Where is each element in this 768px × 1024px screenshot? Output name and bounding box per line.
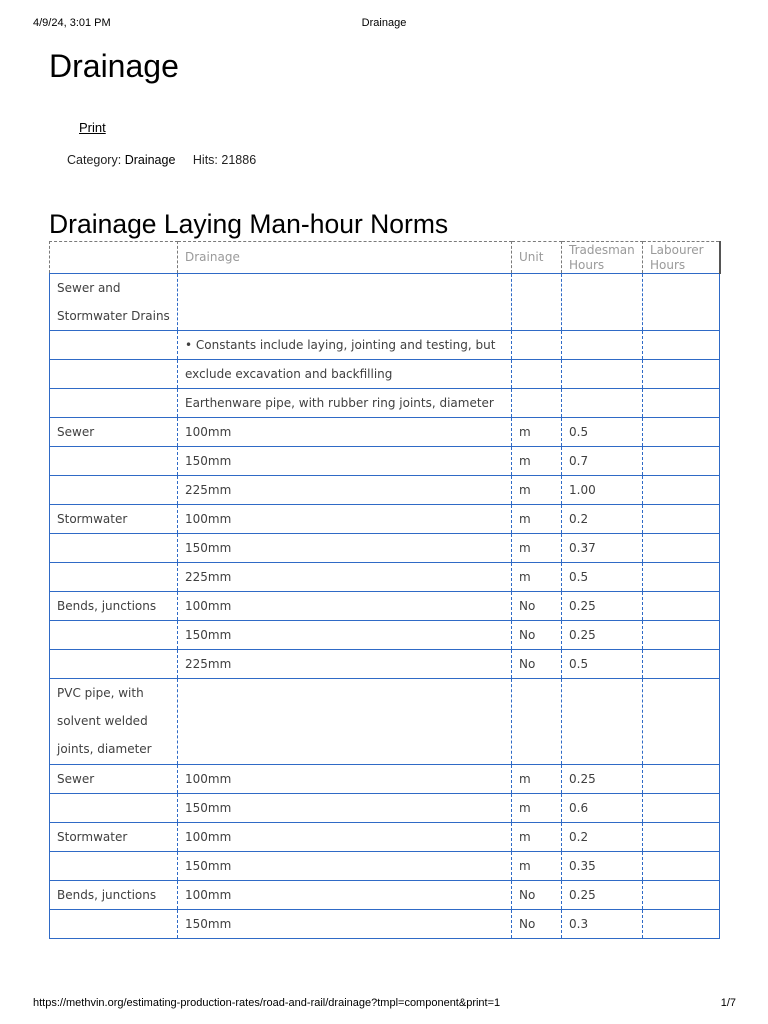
table-row bbox=[50, 534, 720, 563]
row-tradesman-hours-cell: 0.25 bbox=[562, 881, 643, 910]
row-unit-cell: m bbox=[512, 505, 562, 534]
row-item-cell: Sewer and Stormwater Drains bbox=[50, 274, 178, 331]
row-unit-cell: No bbox=[512, 650, 562, 679]
row-description-cell: 225mm bbox=[178, 650, 512, 679]
row-description-cell: 100mm bbox=[178, 592, 512, 621]
category-value: Drainage bbox=[124, 153, 176, 167]
table-row bbox=[50, 418, 720, 447]
table-row bbox=[50, 563, 720, 592]
row-labourer-hours-cell bbox=[643, 505, 720, 534]
row-tradesman-hours-cell: 0.37 bbox=[562, 534, 643, 563]
row-labourer-hours-cell bbox=[643, 563, 720, 592]
row-tradesman-hours-cell: 0.2 bbox=[562, 823, 643, 852]
row-labourer-hours-cell bbox=[643, 476, 720, 505]
row-item-cell: Stormwater bbox=[50, 823, 178, 852]
row-unit-cell bbox=[512, 331, 562, 360]
row-tradesman-hours-cell: 0.5 bbox=[562, 650, 643, 679]
column-header-tradesman-hours: Tradesman Hours bbox=[562, 242, 643, 274]
row-unit-cell bbox=[512, 360, 562, 389]
row-description-cell: 225mm bbox=[178, 563, 512, 592]
row-item-cell: Bends, junctions bbox=[50, 881, 178, 910]
row-labourer-hours-cell bbox=[643, 592, 720, 621]
row-item-cell bbox=[50, 650, 178, 679]
row-description-cell: 150mm bbox=[178, 852, 512, 881]
row-tradesman-hours-cell bbox=[562, 679, 643, 765]
row-item-cell bbox=[50, 389, 178, 418]
table-row bbox=[50, 274, 720, 331]
table-body bbox=[50, 274, 720, 939]
row-tradesman-hours-cell: 0.25 bbox=[562, 765, 643, 794]
print-datetime: 4/9/24, 3:01 PM bbox=[33, 17, 111, 29]
row-unit-cell: m bbox=[512, 418, 562, 447]
column-header-item bbox=[50, 242, 178, 274]
row-item-cell: Sewer bbox=[50, 418, 178, 447]
row-labourer-hours-cell bbox=[643, 765, 720, 794]
column-header-labourer-hours: Labourer Hours bbox=[643, 242, 720, 274]
article-meta bbox=[67, 153, 256, 167]
row-description-cell: 100mm bbox=[178, 765, 512, 794]
row-labourer-hours-cell bbox=[643, 274, 720, 331]
hits-label: Hits: bbox=[192, 153, 218, 167]
row-unit-cell: m bbox=[512, 447, 562, 476]
row-description-cell: 150mm bbox=[178, 794, 512, 823]
row-tradesman-hours-cell: 0.5 bbox=[562, 563, 643, 592]
row-labourer-hours-cell bbox=[643, 679, 720, 765]
table-row bbox=[50, 765, 720, 794]
row-tradesman-hours-cell: 0.25 bbox=[562, 592, 643, 621]
print-footer-url: https://methvin.org/estimating-production-rates/road-and-rail/drainage?tmpl=component&print=1 bbox=[33, 997, 501, 1009]
row-description-cell: 100mm bbox=[178, 823, 512, 852]
row-description-cell: 100mm bbox=[178, 881, 512, 910]
category-label: Category: bbox=[67, 153, 122, 167]
row-description-cell: 150mm bbox=[178, 447, 512, 476]
print-header-title: Drainage bbox=[361, 17, 407, 29]
table-row bbox=[50, 910, 720, 939]
table-header-row bbox=[50, 242, 720, 274]
table-row bbox=[50, 621, 720, 650]
row-tradesman-hours-cell: 0.5 bbox=[562, 418, 643, 447]
row-labourer-hours-cell bbox=[643, 447, 720, 476]
row-description-cell: 150mm bbox=[178, 534, 512, 563]
row-description-cell: 150mm bbox=[178, 910, 512, 939]
page-title: Drainage bbox=[49, 48, 179, 84]
row-description-cell: 100mm bbox=[178, 418, 512, 447]
row-unit-cell: No bbox=[512, 621, 562, 650]
row-item-cell: PVC pipe, with solvent welded joints, diameter bbox=[50, 679, 178, 765]
page-number: 1/7 bbox=[720, 997, 736, 1009]
row-item-cell bbox=[50, 852, 178, 881]
table-row bbox=[50, 592, 720, 621]
row-unit-cell: m bbox=[512, 852, 562, 881]
row-description-cell: Earthenware pipe, with rubber ring joints, diameter bbox=[178, 389, 512, 418]
row-item-cell bbox=[50, 794, 178, 823]
row-unit-cell bbox=[512, 389, 562, 418]
row-item-cell: Bends, junctions bbox=[50, 592, 178, 621]
row-item-cell bbox=[50, 910, 178, 939]
row-unit-cell bbox=[512, 679, 562, 765]
row-unit-cell: m bbox=[512, 823, 562, 852]
row-labourer-hours-cell bbox=[643, 389, 720, 418]
column-header-drainage: Drainage bbox=[178, 242, 512, 274]
column-header-unit: Unit bbox=[512, 242, 562, 274]
row-labourer-hours-cell bbox=[643, 910, 720, 939]
row-labourer-hours-cell bbox=[643, 534, 720, 563]
row-labourer-hours-cell bbox=[643, 823, 720, 852]
row-tradesman-hours-cell: 0.2 bbox=[562, 505, 643, 534]
table-row bbox=[50, 389, 720, 418]
row-labourer-hours-cell bbox=[643, 881, 720, 910]
row-tradesman-hours-cell bbox=[562, 360, 643, 389]
table-row bbox=[50, 331, 720, 360]
table-row bbox=[50, 360, 720, 389]
row-unit-cell: No bbox=[512, 881, 562, 910]
row-labourer-hours-cell bbox=[643, 650, 720, 679]
row-tradesman-hours-cell: 0.6 bbox=[562, 794, 643, 823]
row-item-cell bbox=[50, 534, 178, 563]
row-description-cell: • Constants include laying, jointing and testing, but bbox=[178, 331, 512, 360]
print-link[interactable]: Print bbox=[79, 120, 106, 135]
row-tradesman-hours-cell bbox=[562, 274, 643, 331]
table-row bbox=[50, 823, 720, 852]
row-labourer-hours-cell bbox=[643, 794, 720, 823]
table-row bbox=[50, 447, 720, 476]
hits-value: 21886 bbox=[221, 153, 257, 167]
row-description-cell: 225mm bbox=[178, 476, 512, 505]
table-row bbox=[50, 476, 720, 505]
row-unit-cell: No bbox=[512, 910, 562, 939]
row-labourer-hours-cell bbox=[643, 418, 720, 447]
row-description-cell bbox=[178, 274, 512, 331]
row-item-cell: Stormwater bbox=[50, 505, 178, 534]
row-labourer-hours-cell bbox=[643, 621, 720, 650]
table-row bbox=[50, 794, 720, 823]
row-description-cell bbox=[178, 679, 512, 765]
row-item-cell bbox=[50, 476, 178, 505]
row-unit-cell: m bbox=[512, 563, 562, 592]
row-tradesman-hours-cell bbox=[562, 331, 643, 360]
row-tradesman-hours-cell: 1.00 bbox=[562, 476, 643, 505]
table-row bbox=[50, 881, 720, 910]
table-row bbox=[50, 852, 720, 881]
row-item-cell bbox=[50, 447, 178, 476]
row-description-cell: exclude excavation and backfilling bbox=[178, 360, 512, 389]
section-title: Drainage Laying Man-hour Norms bbox=[49, 209, 449, 239]
row-unit-cell: m bbox=[512, 794, 562, 823]
row-item-cell bbox=[50, 621, 178, 650]
row-tradesman-hours-cell: 0.35 bbox=[562, 852, 643, 881]
row-unit-cell: No bbox=[512, 592, 562, 621]
row-description-cell: 100mm bbox=[178, 505, 512, 534]
table-row bbox=[50, 679, 720, 765]
row-item-cell bbox=[50, 360, 178, 389]
row-tradesman-hours-cell: 0.25 bbox=[562, 621, 643, 650]
row-labourer-hours-cell bbox=[643, 852, 720, 881]
row-tradesman-hours-cell: 0.7 bbox=[562, 447, 643, 476]
row-tradesman-hours-cell bbox=[562, 389, 643, 418]
row-item-cell: Sewer bbox=[50, 765, 178, 794]
row-unit-cell: m bbox=[512, 534, 562, 563]
row-unit-cell: m bbox=[512, 765, 562, 794]
man-hour-norms-table bbox=[49, 241, 721, 939]
row-description-cell: 150mm bbox=[178, 621, 512, 650]
row-unit-cell: m bbox=[512, 476, 562, 505]
row-labourer-hours-cell bbox=[643, 360, 720, 389]
table-row bbox=[50, 505, 720, 534]
row-unit-cell bbox=[512, 274, 562, 331]
table-row bbox=[50, 650, 720, 679]
row-item-cell bbox=[50, 331, 178, 360]
row-item-cell bbox=[50, 563, 178, 592]
row-tradesman-hours-cell: 0.3 bbox=[562, 910, 643, 939]
row-labourer-hours-cell bbox=[643, 331, 720, 360]
